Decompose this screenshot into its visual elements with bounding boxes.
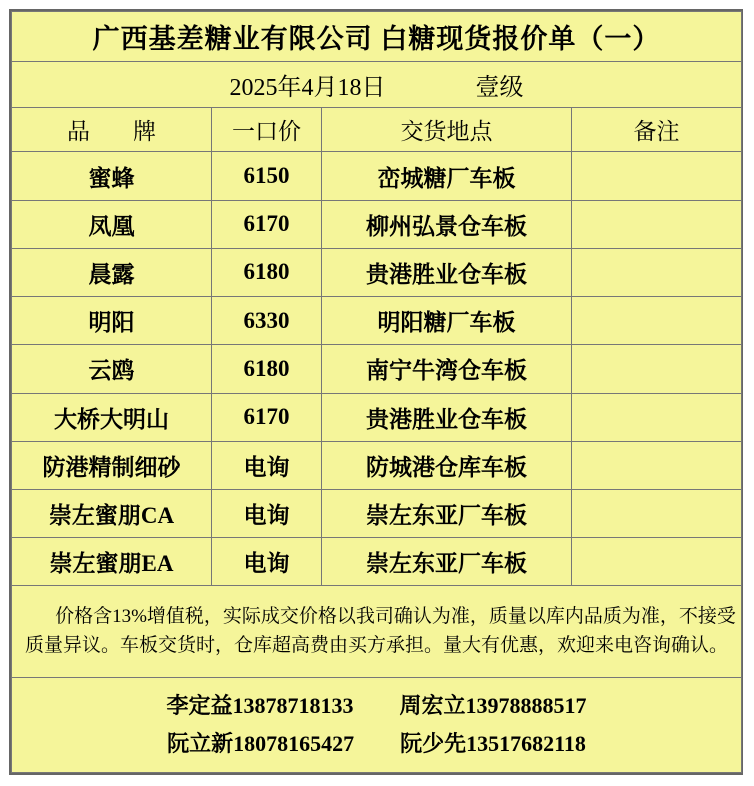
table-row <box>12 248 742 296</box>
column-header-remark: 备注 <box>572 108 742 152</box>
cell-price: 电询 <box>212 538 322 586</box>
contact-line <box>12 725 741 762</box>
cell-place: 崇左东亚厂车板 <box>322 489 572 537</box>
table-row <box>12 200 742 248</box>
quote-grade: 壹级 <box>475 75 524 102</box>
table-row <box>12 489 742 537</box>
cell-price: 6180 <box>212 248 322 296</box>
table-row <box>12 345 742 393</box>
cell-price: 电询 <box>212 489 322 537</box>
cell-brand: 防港精制细砂 <box>12 441 212 489</box>
contacts-cell <box>12 677 742 772</box>
cell-place: 贵港胜业仓车板 <box>322 248 572 296</box>
quote-date: 2025年4月18日 <box>229 75 386 102</box>
notes-text: 价格含13%增值税，实际成交价格以我司确认为准，质量以库内品质为准，不接受质量异议。车板交货时，仓库超高费由买方承担。量大有优惠，欢迎来电咨询确认。 <box>24 606 736 657</box>
cell-price: 6330 <box>212 297 322 345</box>
notes-row <box>12 586 742 677</box>
subtitle-cell <box>12 62 742 108</box>
contact-right-2: 阮少先13517682118 <box>400 730 586 756</box>
cell-price: 6170 <box>212 200 322 248</box>
cell-brand: 云鸥 <box>12 345 212 393</box>
contacts-row <box>12 677 742 772</box>
cell-price: 6150 <box>212 152 322 200</box>
notes-cell <box>12 586 742 677</box>
column-header-brand: 品 牌 <box>12 108 212 152</box>
quotation-sheet <box>9 9 743 775</box>
cell-place: 防城港仓库车板 <box>322 441 572 489</box>
table-header-row <box>12 108 742 152</box>
cell-price: 6170 <box>212 393 322 441</box>
cell-remark <box>572 297 742 345</box>
cell-place: 峦城糖厂车板 <box>322 152 572 200</box>
table-row <box>12 441 742 489</box>
cell-place: 柳州弘景仓车板 <box>322 200 572 248</box>
cell-brand: 大桥大明山 <box>12 393 212 441</box>
cell-brand: 崇左蜜朋EA <box>12 538 212 586</box>
cell-remark <box>572 248 742 296</box>
column-header-price: 一口价 <box>212 108 322 152</box>
table-row <box>12 538 742 586</box>
cell-place: 贵港胜业仓车板 <box>322 393 572 441</box>
title-row <box>12 12 742 62</box>
cell-place: 崇左东亚厂车板 <box>322 538 572 586</box>
cell-remark <box>572 200 742 248</box>
cell-place: 明阳糖厂车板 <box>322 297 572 345</box>
cell-remark <box>572 538 742 586</box>
table-row <box>12 393 742 441</box>
contact-line <box>12 687 741 724</box>
cell-brand: 凤凰 <box>12 200 212 248</box>
cell-brand: 崇左蜜朋CA <box>12 489 212 537</box>
cell-brand: 晨露 <box>12 248 212 296</box>
cell-place: 南宁牛湾仓车板 <box>322 345 572 393</box>
subtitle-row <box>12 62 742 108</box>
cell-remark <box>572 393 742 441</box>
column-header-place: 交货地点 <box>322 108 572 152</box>
cell-price: 电询 <box>212 441 322 489</box>
contact-left-1: 李定益13878718133 <box>166 693 354 719</box>
table-row <box>12 297 742 345</box>
table-row <box>12 152 742 200</box>
contact-left-2: 阮立新18078165427 <box>167 730 355 756</box>
cell-brand: 蜜蜂 <box>12 152 212 200</box>
cell-brand: 明阳 <box>12 297 212 345</box>
cell-price: 6180 <box>212 345 322 393</box>
contact-right-1: 周宏立13978888517 <box>399 693 587 719</box>
cell-remark <box>572 489 742 537</box>
quotation-table <box>11 11 742 773</box>
cell-remark <box>572 441 742 489</box>
cell-remark <box>572 345 742 393</box>
page-title: 广西基差糖业有限公司 白糖现货报价单（一） <box>12 12 742 62</box>
cell-remark <box>572 152 742 200</box>
